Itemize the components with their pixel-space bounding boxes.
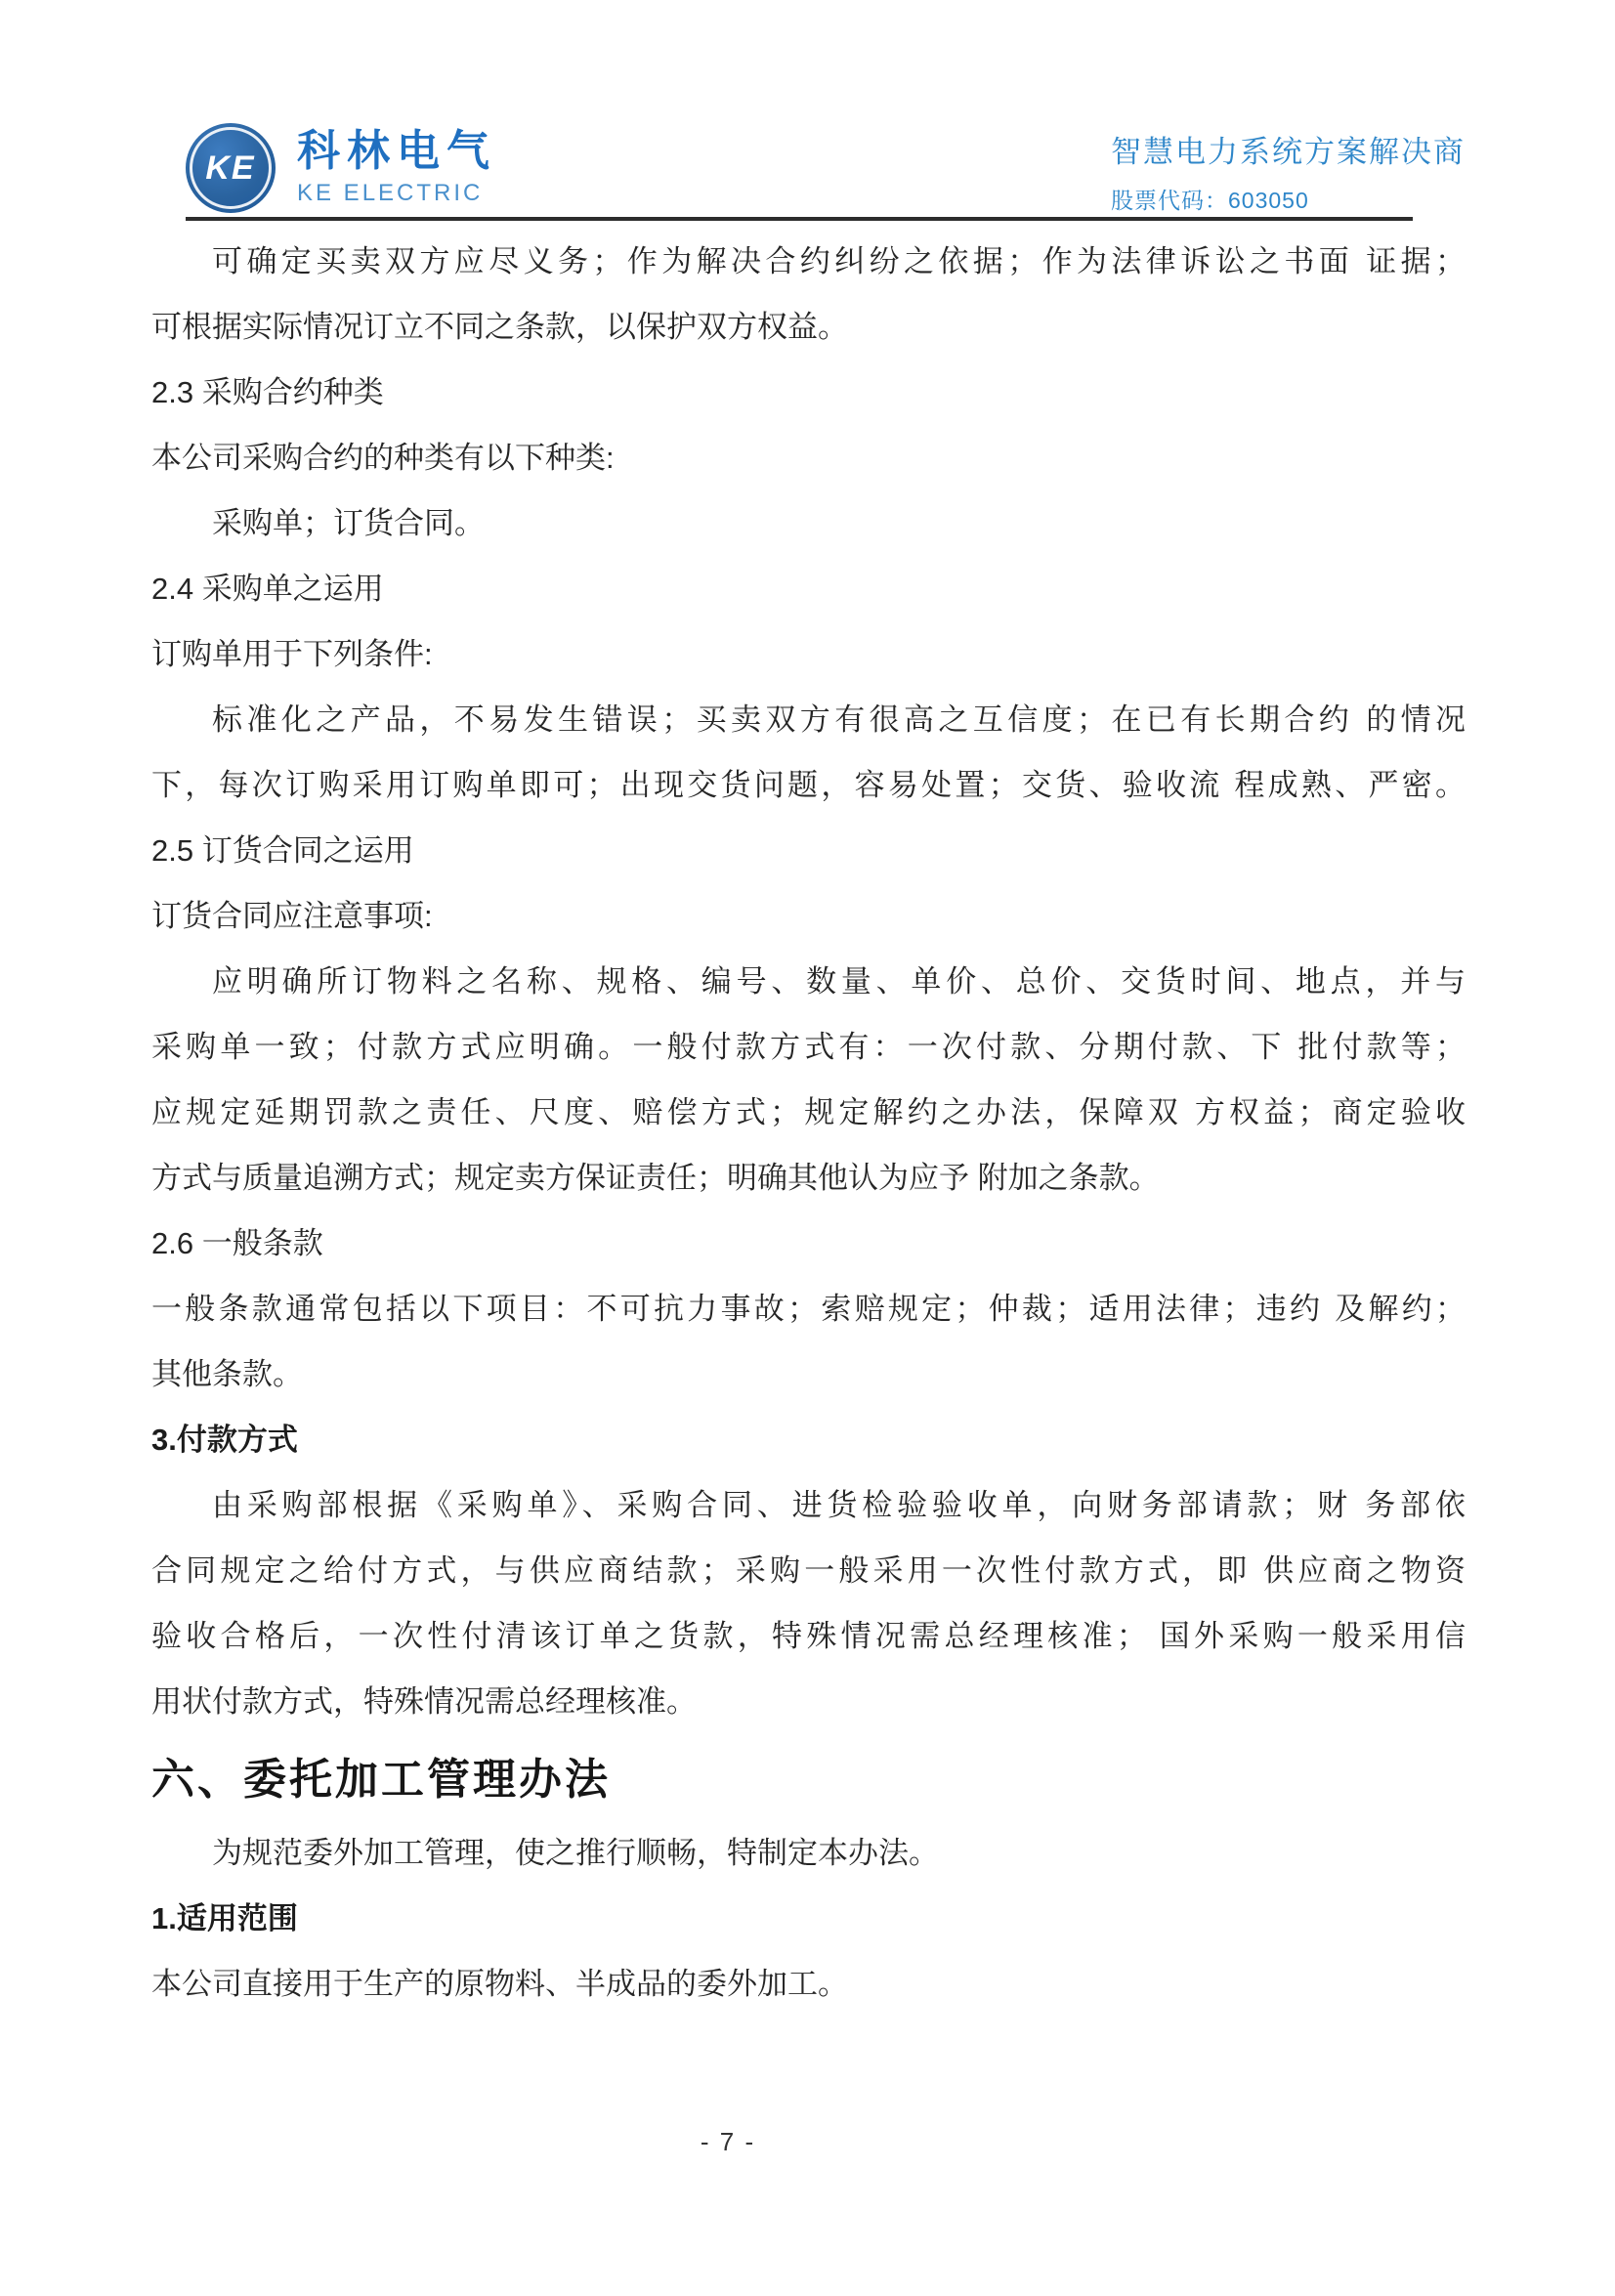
document-line: 可根据实际情况订立不同之条款，以保护双方权益。 xyxy=(151,310,848,344)
ke-logo-icon xyxy=(186,123,276,213)
document-line: 下，每次订购采用订购单即可；出现交货问题，容易处置；交货、验收流 程成熟、严密。 xyxy=(151,768,1466,802)
document-line: 为规范委外加工管理，使之推行顺畅，特制定本办法。 xyxy=(212,1836,939,1870)
brand-name-english: KE ELECTRIC xyxy=(297,179,484,206)
company-logo xyxy=(186,123,496,213)
header-divider xyxy=(186,217,1413,221)
document-line: 本公司采购合约的种类有以下种类: xyxy=(151,441,615,475)
page-header xyxy=(186,123,1466,215)
document-line: 采购单一致；付款方式应明确。一般付款方式有：一次付款、分期付款、下 批付款等； xyxy=(151,1030,1466,1064)
document-line: 3.付款方式 xyxy=(151,1423,298,1457)
stock-code: 股票代码：603050 xyxy=(1111,188,1309,213)
document-body xyxy=(151,229,1466,2017)
document-line: 标准化之产品，不易发生错误；买卖双方有很高之互信度；在已有长期合约 的情况 xyxy=(212,702,1466,737)
document-line: 六、委托加工管理办法 xyxy=(151,1756,611,1804)
document-line: 订货合同应注意事项: xyxy=(151,899,433,933)
brand-name-chinese: 科林电气 xyxy=(297,127,496,176)
document-line: 1.适用范围 xyxy=(151,1901,298,1935)
document-line: 订购单用于下列条件: xyxy=(151,637,433,671)
document-line: 本公司直接用于生产的原物料、半成品的委外加工。 xyxy=(151,1967,848,2001)
document-line: 2.4 采购单之运用 xyxy=(151,572,384,606)
document-line: 可确定买卖双方应尽义务；作为解决合约纠纷之依据；作为法律诉讼之书面 证据； xyxy=(212,244,1466,278)
document-line: 采购单；订货合同。 xyxy=(212,506,485,540)
document-line: 应规定延期罚款之责任、尺度、赔偿方式；规定解约之办法，保障双 方权益；商定验收 xyxy=(151,1095,1466,1129)
document-line: 一般条款通常包括以下项目：不可抗力事故；索赔规定；仲裁；适用法律；违约 及解约； xyxy=(151,1292,1466,1326)
document-line: 合同规定之给付方式，与供应商结款；采购一般采用一次性付款方式，即 供应商之物资 xyxy=(151,1553,1466,1588)
document-line: 验收合格后，一次性付清该订单之货款，特殊情况需总经理核准； 国外采购一般采用信 xyxy=(151,1619,1466,1653)
document-line: 2.3 采购合约种类 xyxy=(151,375,384,409)
document-line: 用状付款方式，特殊情况需总经理核准。 xyxy=(151,1684,697,1719)
logo-badge-text: KE xyxy=(205,149,256,187)
document-line: 方式与质量追溯方式；规定卖方保证责任；明确其他认为应予 附加之条款。 xyxy=(151,1161,1160,1195)
header-right xyxy=(1111,123,1466,215)
company-tagline: 智慧电力系统方案解决商 xyxy=(1111,135,1466,169)
document-line: 2.6 一般条款 xyxy=(151,1226,323,1260)
document-line: 应明确所订物料之名称、规格、编号、数量、单价、总价、交货时间、地点，并与 xyxy=(212,964,1466,999)
page-number: - 7 - xyxy=(700,2127,756,2156)
brand-text xyxy=(297,129,496,206)
document-line: 由采购部根据《采购单》、采购合同、进货检验验收单，向财务部请款；财 务部依 xyxy=(212,1488,1466,1522)
document-line: 2.5 订货合同之运用 xyxy=(151,833,414,868)
document-line: 其他条款。 xyxy=(151,1357,303,1391)
